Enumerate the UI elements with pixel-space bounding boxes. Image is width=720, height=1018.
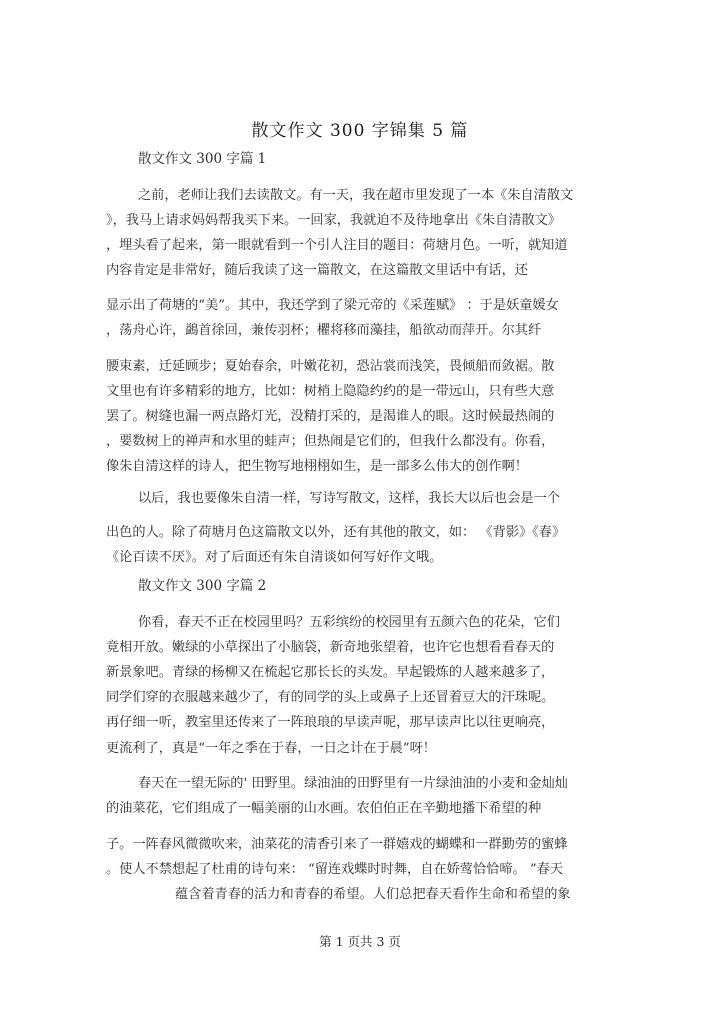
- document-title: 散文作文 300 字锦集 5 篇: [251, 121, 469, 141]
- paragraph-line: 更流利了，真是“一年之季在于春，一日之计在于晨”呀！: [106, 741, 436, 756]
- section-heading-2: 散文作文 300 字篇 2: [138, 578, 267, 594]
- page-footer: 第 1 页共 3 页: [319, 934, 401, 949]
- section-heading-1: 散文作文 300 字篇 1: [138, 151, 267, 167]
- paragraph-line: 竟相开放。嫩绿的小草探出了小脑袋，新奇地张望着，也许它也想看看春天的: [106, 640, 555, 655]
- paragraph-line: 像朱自清这样的诗人，把生物写地栩栩如生，是一部多么伟大的创作啊！: [106, 459, 528, 474]
- paragraph-line: 文里也有许多精彩的地方，比如：树梢上隐隐约约的是一带远山，只有些大意: [106, 384, 555, 399]
- paragraph-line: 内容肯定是非常好，随后我读了这一篇散文，在这篇散文里话中有话，还: [106, 263, 528, 278]
- paragraph-line: 同学们穿的衣服越来越少了，有的同学的头上或鼻子上还冒着豆大的汗珠呢。: [106, 690, 555, 705]
- paragraph-line: 罢了。树缝也漏一两点路灯光，没精打采的，是渴谁人的眼。这时候最热闹的: [106, 409, 555, 424]
- paragraph-line: ，要数树上的禅声和水里的蛙声；但热闹是它们的，但我什么都没有。你看，: [106, 434, 555, 449]
- paragraph-line: ，埋头看了起来，第一眼就看到一个引人注目的题目：荷塘月色。一听，就知道: [106, 238, 568, 253]
- paragraph-line: 出色的人。除了荷塘月色这篇散文以外，还有其他的散文，如： 《背影》《春》: [106, 525, 566, 540]
- paragraph-line: 春天在一望无际的' 田野里。绿油油的田野里有一片绿油油的小麦和金灿灿: [138, 776, 568, 791]
- paragraph-line: 新景象吧。青绿的杨柳又在梳起它那长长的头发。早起锻炼的人越来越多了，: [106, 665, 555, 680]
- paragraph-line: 再仔细一听，教室里还传来了一阵琅琅的早读声呢，那早读声比以往更响亮，: [106, 715, 555, 730]
- paragraph-line: 腰束素，迁延顾步；夏始春余，叶嫩花初，恐沾裳而浅笑，畏倾船而敛裾。散: [106, 359, 555, 374]
- paragraph-line: 之前，老师让我们去读散文。有一天，我在超市里发现了一本《朱自清散文: [138, 188, 574, 203]
- paragraph-line: 显示出了荷塘的“美”。其中，我还学到了梁元帝的《采莲赋》 ：于是妖童媛女: [106, 298, 559, 313]
- paragraph-line: 你看，春天不正在校园里吗？五彩缤纷的校园里有五颜六色的花朵，它们: [138, 615, 560, 630]
- paragraph-line: 。使人不禁想起了杜甫的诗句来： “留连戏蝶时时舞，自在娇莺恰恰啼。 ”春天: [106, 862, 564, 877]
- paragraph-line: ，荡舟心许，鷁首徐回，兼传羽杯；欋将移而藻挂，船欲动而萍开。尔其纤: [106, 323, 542, 338]
- paragraph-line: 子。一阵春风微微吹来，油菜花的清香引来了一群嬉戏的蝴蝶和一群勤劳的蜜蜂: [106, 837, 568, 852]
- paragraph-line: 《论百读不厌》。对了后面还有朱自清谈如何写好作文哦。: [106, 550, 443, 565]
- paragraph-line: 以后，我也要像朱自清一样，写诗写散文，这样，我长大以后也会是一个: [138, 491, 560, 506]
- paragraph-line: 》，我马上请求妈妈帮我买下来。一回家，我就迫不及待地拿出《朱自清散文》: [106, 213, 561, 228]
- paragraph-line: 的油菜花，它们组成了一幅美丽的山水画。农伯伯正在辛勤地播下希望的种: [106, 801, 542, 816]
- paragraph-line: 蕴含着青春的活力和青春的希望。人们总把春天看作生命和希望的象: [175, 887, 571, 902]
